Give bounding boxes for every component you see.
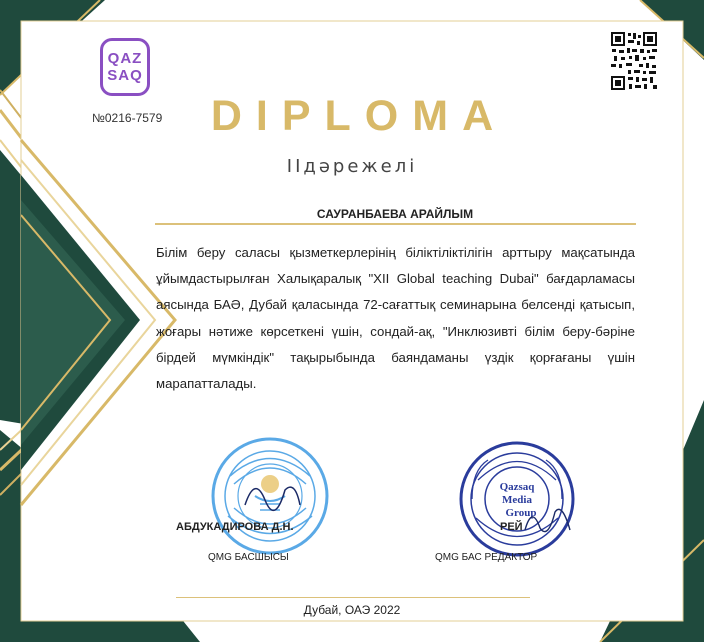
degree-label: ІІдәрежелі: [286, 156, 418, 177]
signature2-icon: [520, 500, 580, 545]
footer-divider: [176, 597, 530, 598]
certificate-number: №0216-7579: [92, 111, 163, 125]
place-and-date: Дубай, ОАЭ 2022: [303, 603, 401, 617]
logo-text-bottom: SAQ: [107, 67, 143, 84]
signer2-role: QMG БАС РЕДАКТОР: [435, 552, 538, 563]
name-underline: [155, 223, 636, 225]
qr-code-icon: [610, 31, 658, 91]
award-description: Білім беру саласы қызметкерлерінің біліктіліктілігін арттыру мақсатында ұйымдастырылған Халықаралық "XII Global teaching Dubai" бағдарламасы аясында БАӘ, Дубай қаласында 72-сағаттық семинарына белсенді қатысып, жоғары нәтиже көрсеткені үшін, сондай-ақ, "Инклюзивті білім беру-бәріне бірдей мүмкіндік" тақырыбында баяндаманы үздік қорғағаны үшін марапатталады.: [156, 245, 635, 392]
signature-icon: [240, 470, 310, 520]
logo-text-top: QAZ: [107, 50, 143, 67]
diploma-title: DIPLOMA: [210, 92, 508, 140]
stamp-text-group: Group: [505, 507, 537, 519]
stamp-text-media: Media: [502, 494, 532, 506]
signer2-name: РЕЙ: [500, 521, 523, 533]
stamp-text-qazsaq: Qazsaq: [499, 481, 535, 493]
signer1-name: АБДУКАДИРОВА Д.Н.: [176, 521, 294, 533]
signer1-role: QMG БАСШЫСЫ: [208, 552, 289, 563]
recipient-name: САУРАНБАЕВА АРАЙЛЫМ: [316, 207, 474, 221]
qazsaq-logo: [100, 38, 150, 96]
